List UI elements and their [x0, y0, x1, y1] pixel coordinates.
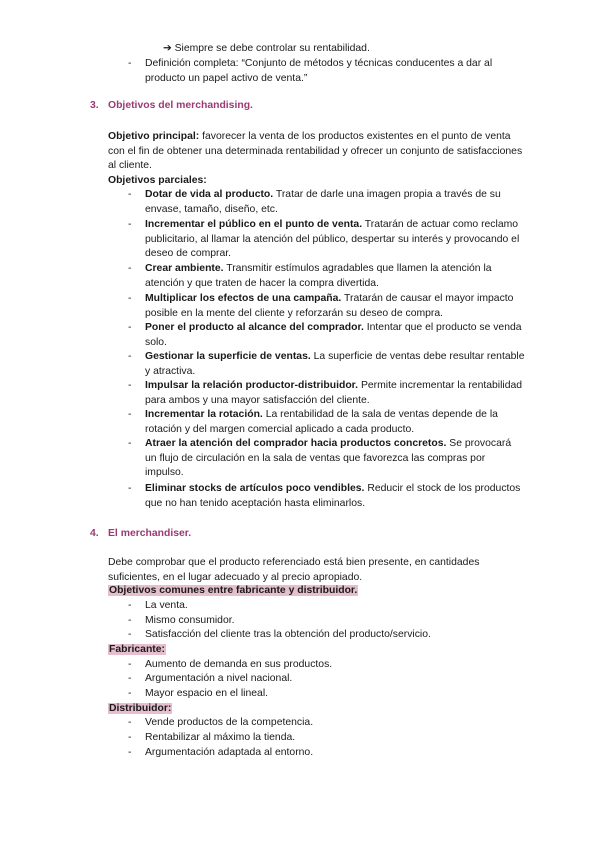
dash-icon: -: [128, 322, 132, 333]
dash-icon: -: [128, 600, 132, 611]
arrow-icon: ➔: [163, 43, 172, 54]
dash-icon: -: [128, 747, 132, 758]
maker-label: Fabricante:: [109, 644, 166, 655]
dash-icon: -: [128, 263, 132, 274]
section-3-heading: [90, 99, 253, 114]
list-item: Satisfacción del cliente tras la obtención del producto/servicio.: [145, 629, 431, 640]
dash-icon: -: [128, 659, 132, 670]
section-4-title: El merchandiser.: [108, 528, 192, 539]
list-item: Incrementar el público en el punto de venta. Tratarán de actuar como reclamo publicitario, al llamar la atención del público, despertar su interés y provocando el deseo de comprar.: [145, 219, 520, 260]
partial-objectives-label: Objetivos parciales:: [108, 175, 207, 186]
dash-icon: -: [128, 380, 132, 391]
dash-icon: -: [128, 438, 132, 449]
dash-icon: -: [128, 717, 132, 728]
common-objectives-label: Objetivos comunes entre fabricante y distribuidor.: [109, 585, 358, 596]
list-item: La venta.: [145, 600, 188, 611]
list-item: Rentabilizar al máximo la tienda.: [145, 732, 296, 743]
dash-icon: -: [128, 483, 132, 494]
list-item: Mayor espacio en el lineal.: [145, 688, 269, 699]
section-4-heading: [90, 527, 191, 542]
main-objective: [108, 130, 528, 174]
main-objective-label: Objetivo principal:: [108, 131, 200, 142]
dash-icon: -: [128, 688, 132, 699]
dash-icon: -: [128, 351, 132, 362]
distributor-label: Distribuidor:: [109, 703, 172, 714]
dash-icon: -: [128, 58, 132, 69]
arrow-text: Siempre se debe controlar su rentabilidad.: [174, 43, 370, 54]
arrow-bullet: [163, 42, 370, 57]
dash-icon: -: [128, 673, 132, 684]
list-item: Gestionar la superficie de ventas. La superficie de ventas debe resultar rentable y atractiva.: [145, 351, 525, 377]
dash-icon: -: [128, 219, 132, 230]
definition-text: Definición completa: “Conjunto de métodos y técnicas conducentes a dar al producto un papel activo de venta.”: [145, 58, 493, 84]
list-item: Impulsar la relación productor-distribuidor. Permite incrementar la rentabilidad para ambos y una mayor satisfacción del cliente.: [145, 380, 523, 406]
list-item: Vende productos de la competencia.: [145, 717, 314, 728]
list-item: Dotar de vida al producto. Tratar de darle una imagen propia a través de su envase, tamaño, diseño, etc.: [145, 189, 501, 215]
dash-icon: -: [128, 409, 132, 420]
list-item: Aumento de demanda en sus productos.: [145, 659, 333, 670]
section-3-number: 3.: [90, 100, 99, 111]
list-item: Poner el producto al alcance del comprador. Intentar que el producto se venda solo.: [145, 322, 522, 348]
dash-icon: -: [128, 615, 132, 626]
dash-icon: -: [128, 189, 132, 200]
list-item: Crear ambiente. Transmitir estímulos agradables que llamen la atención la atención y que traten de hacer la compra divertida.: [145, 263, 492, 289]
list-item: Mismo consumidor.: [145, 615, 235, 626]
section-4-number: 4.: [90, 528, 99, 539]
dash-icon: -: [128, 732, 132, 743]
list-item: Argumentación a nivel nacional.: [145, 673, 293, 684]
list-item: Argumentación adaptada al entorno.: [145, 747, 314, 758]
list-item: Multiplicar los efectos de una campaña. Tratarán de causar el mayor impacto posible en la mente del cliente y reforzarán su deseo de compra.: [145, 293, 514, 319]
section-3-title: Objetivos del merchandising.: [108, 100, 253, 111]
merchandiser-intro: Debe comprobar que el producto referenciado está bien presente, en cantidades suficientes, en el lugar adecuado y al precio apropiado.: [108, 557, 480, 583]
list-item: Atraer la atención del comprador hacia productos concretos. Se provocará un flujo de circulación en la sala de ventas que favorezca las compras por impulso.: [145, 438, 512, 479]
main-objective-text: favorecer la venta de los productos existentes en el punto de venta con el fin de obtener una determinada rentabilidad y ofrecer un conjunto de satisfacciones al cliente.: [108, 131, 523, 172]
dash-icon: -: [128, 629, 132, 640]
list-item: Eliminar stocks de artículos poco vendibles. Reducir el stock de los productos que no han tenido aceptación hasta eliminarlos.: [145, 483, 521, 509]
dash-icon: -: [128, 293, 132, 304]
list-item: Incrementar la rotación. La rentabilidad de la sala de ventas depende de la rotación y del margen comercial aplicado a cada producto.: [145, 409, 498, 435]
